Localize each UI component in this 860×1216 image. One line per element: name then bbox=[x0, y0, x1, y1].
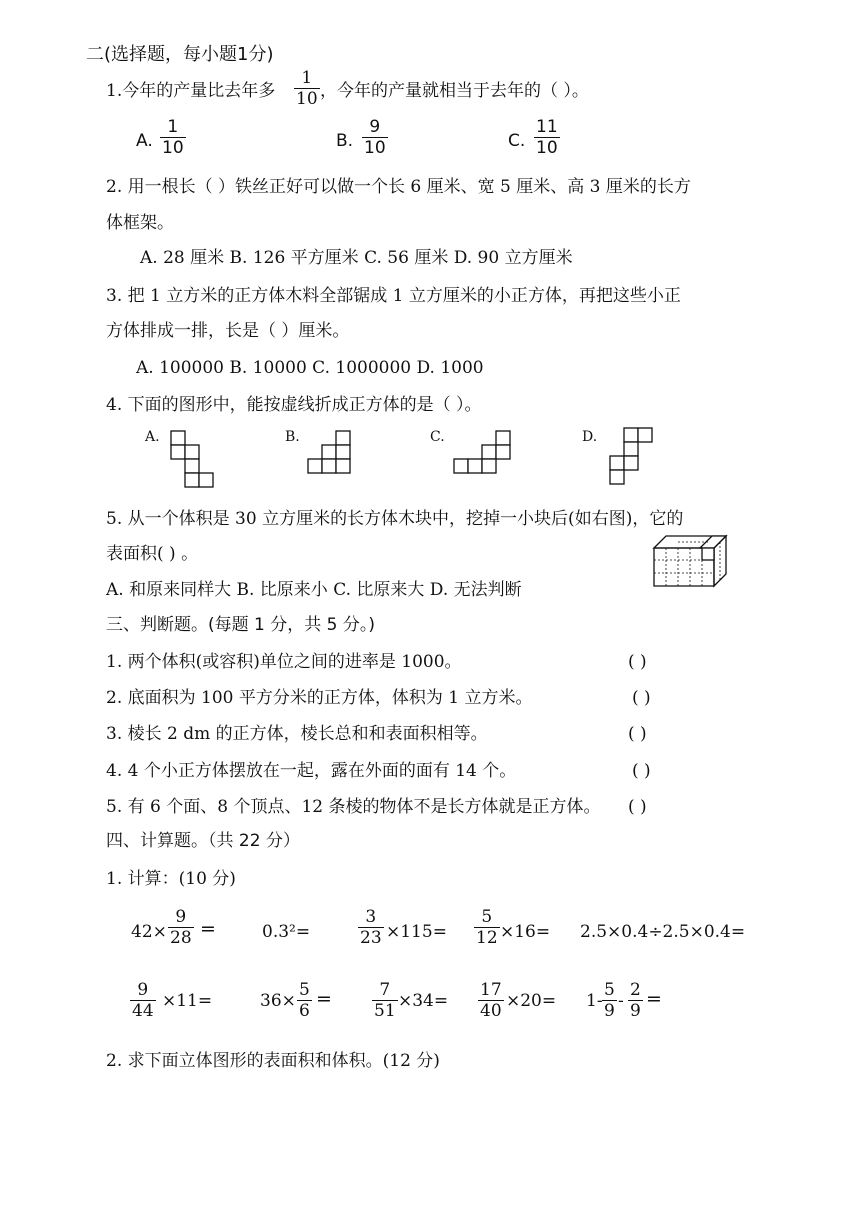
section-4-title: 四、计算题。（共 22 分） bbox=[106, 831, 300, 851]
q4-label-a: A. bbox=[145, 429, 160, 445]
q4-label-c: C. bbox=[430, 429, 445, 445]
calc-expr-10-mid: - bbox=[618, 991, 624, 1011]
q4-label-b: B. bbox=[285, 429, 300, 445]
q1-option-a-label: A. bbox=[136, 131, 153, 151]
q1-option-a: 1 10 bbox=[162, 117, 184, 158]
judge-item-5: 5. 有 6 个面、8 个顶点、12 条棱的物体不是长方体就是正方体。 bbox=[106, 797, 601, 817]
q3-line2: 方体排成一排，长是（ ）厘米。 bbox=[106, 321, 350, 341]
q1-option-b: 9 10 bbox=[364, 117, 386, 158]
q4-net-a bbox=[168, 430, 216, 492]
calc-expr-10-post: = bbox=[646, 988, 662, 1010]
q1-option-b-label: B. bbox=[336, 131, 354, 151]
q4-label-d: D. bbox=[582, 429, 598, 445]
q4-net-c bbox=[452, 430, 518, 478]
calc-expr-2: 0.3²= bbox=[262, 922, 311, 942]
section-3-title: 三、判断题。(每题 1 分，共 5 分。) bbox=[106, 615, 376, 635]
q5-options: A. 和原来同样大 B. 比原来小 C. 比原来大 D. 无法判断 bbox=[106, 580, 522, 600]
calc-expr-3-post: ×115= bbox=[386, 922, 447, 942]
judge-item-2: 2. 底面积为 100 平方分米的正方体，体积为 1 立方米。 bbox=[106, 688, 533, 708]
q4-net-d bbox=[604, 426, 660, 492]
judge-answer-4[interactable]: ( ) bbox=[632, 761, 651, 781]
calc-expr-1-fraction: 9 28 bbox=[170, 907, 192, 948]
q1-fraction: 1 10 bbox=[296, 68, 318, 109]
calc-expr-7-pre: 36× bbox=[260, 991, 296, 1011]
q5-cuboid-figure bbox=[650, 532, 730, 588]
calc-expr-4-post: ×16= bbox=[500, 922, 551, 942]
calc-expr-8-fraction: 7 51 bbox=[374, 980, 396, 1021]
calc-expr-9-post: ×20= bbox=[506, 991, 557, 1011]
judge-item-3: 3. 棱长 2 dm 的正方体，棱长总和和表面积相等。 bbox=[106, 724, 488, 744]
calc-expr-4-fraction: 5 12 bbox=[476, 907, 498, 948]
judge-answer-3[interactable]: ( ) bbox=[628, 724, 647, 744]
calc-expr-9-fraction: 17 40 bbox=[480, 980, 502, 1021]
q5-line1: 5. 从一个体积是 30 立方厘米的长方体木块中，挖掉一小块后(如右图)，它的 bbox=[106, 509, 684, 529]
judge-item-4: 4. 4 个小正方体摆放在一起，露在外面的面有 14 个。 bbox=[106, 761, 517, 781]
calc-expr-1-post: = bbox=[200, 918, 216, 940]
calc-expr-3-fraction: 3 23 bbox=[360, 907, 382, 948]
calc-expr-6-post: ×11= bbox=[162, 991, 213, 1011]
calc-expr-1-pre: 42× bbox=[131, 922, 167, 942]
q4-net-b bbox=[306, 430, 366, 478]
calc-expr-6-fraction: 9 44 bbox=[132, 980, 154, 1021]
calc-expr-10-fraction-1: 5 9 bbox=[604, 980, 615, 1021]
q2-line1: 2. 用一根长（ ）铁丝正好可以做一个长 6 厘米、宽 5 厘米、高 3 厘米的长方 bbox=[106, 177, 691, 197]
calc-expr-7-post: = bbox=[316, 988, 332, 1010]
calc-expr-8-post: ×34= bbox=[398, 991, 449, 1011]
q1-text-pre: 1.今年的产量比去年多 bbox=[106, 81, 276, 101]
calc-expr-10-fraction-2: 2 9 bbox=[630, 980, 641, 1021]
calc-expr-10-pre: 1- bbox=[586, 991, 603, 1011]
calc-expr-5: 2.5×0.4÷2.5×0.4= bbox=[580, 922, 746, 942]
q4-line1: 4. 下面的图形中，能按虚线折成正方体的是（ ）。 bbox=[106, 395, 482, 415]
section-2-title: 二(选择题，每小题1分) bbox=[86, 44, 274, 65]
calc-subtitle-1: 1. 计算：(10 分) bbox=[106, 869, 236, 889]
q2-line2: 体框架。 bbox=[106, 213, 174, 233]
judge-answer-5[interactable]: ( ) bbox=[628, 797, 647, 817]
q3-line1: 3. 把 1 立方米的正方体木料全部锯成 1 立方厘米的小正方体，再把这些小正 bbox=[106, 286, 681, 306]
q3-options: A. 100000 B. 10000 C. 1000000 D. 1000 bbox=[136, 358, 484, 378]
judge-answer-2[interactable]: ( ) bbox=[632, 688, 651, 708]
q1-option-c-label: C. bbox=[508, 131, 526, 151]
q1-option-c: 11 10 bbox=[536, 117, 558, 158]
calc-expr-7-fraction: 5 6 bbox=[299, 980, 310, 1021]
judge-item-1: 1. 两个体积(或容积)单位之间的进率是 1000。 bbox=[106, 652, 462, 672]
q2-options: A. 28 厘米 B. 126 平方厘米 C. 56 厘米 D. 90 立方厘米 bbox=[140, 248, 573, 268]
q1-text-post: ，今年的产量就相当于去年的（ ）。 bbox=[320, 81, 589, 101]
calc-subtitle-2: 2. 求下面立体图形的表面积和体积。(12 分) bbox=[106, 1051, 440, 1071]
q5-line2: 表面积( ) 。 bbox=[106, 544, 199, 564]
judge-answer-1[interactable]: ( ) bbox=[628, 652, 647, 672]
